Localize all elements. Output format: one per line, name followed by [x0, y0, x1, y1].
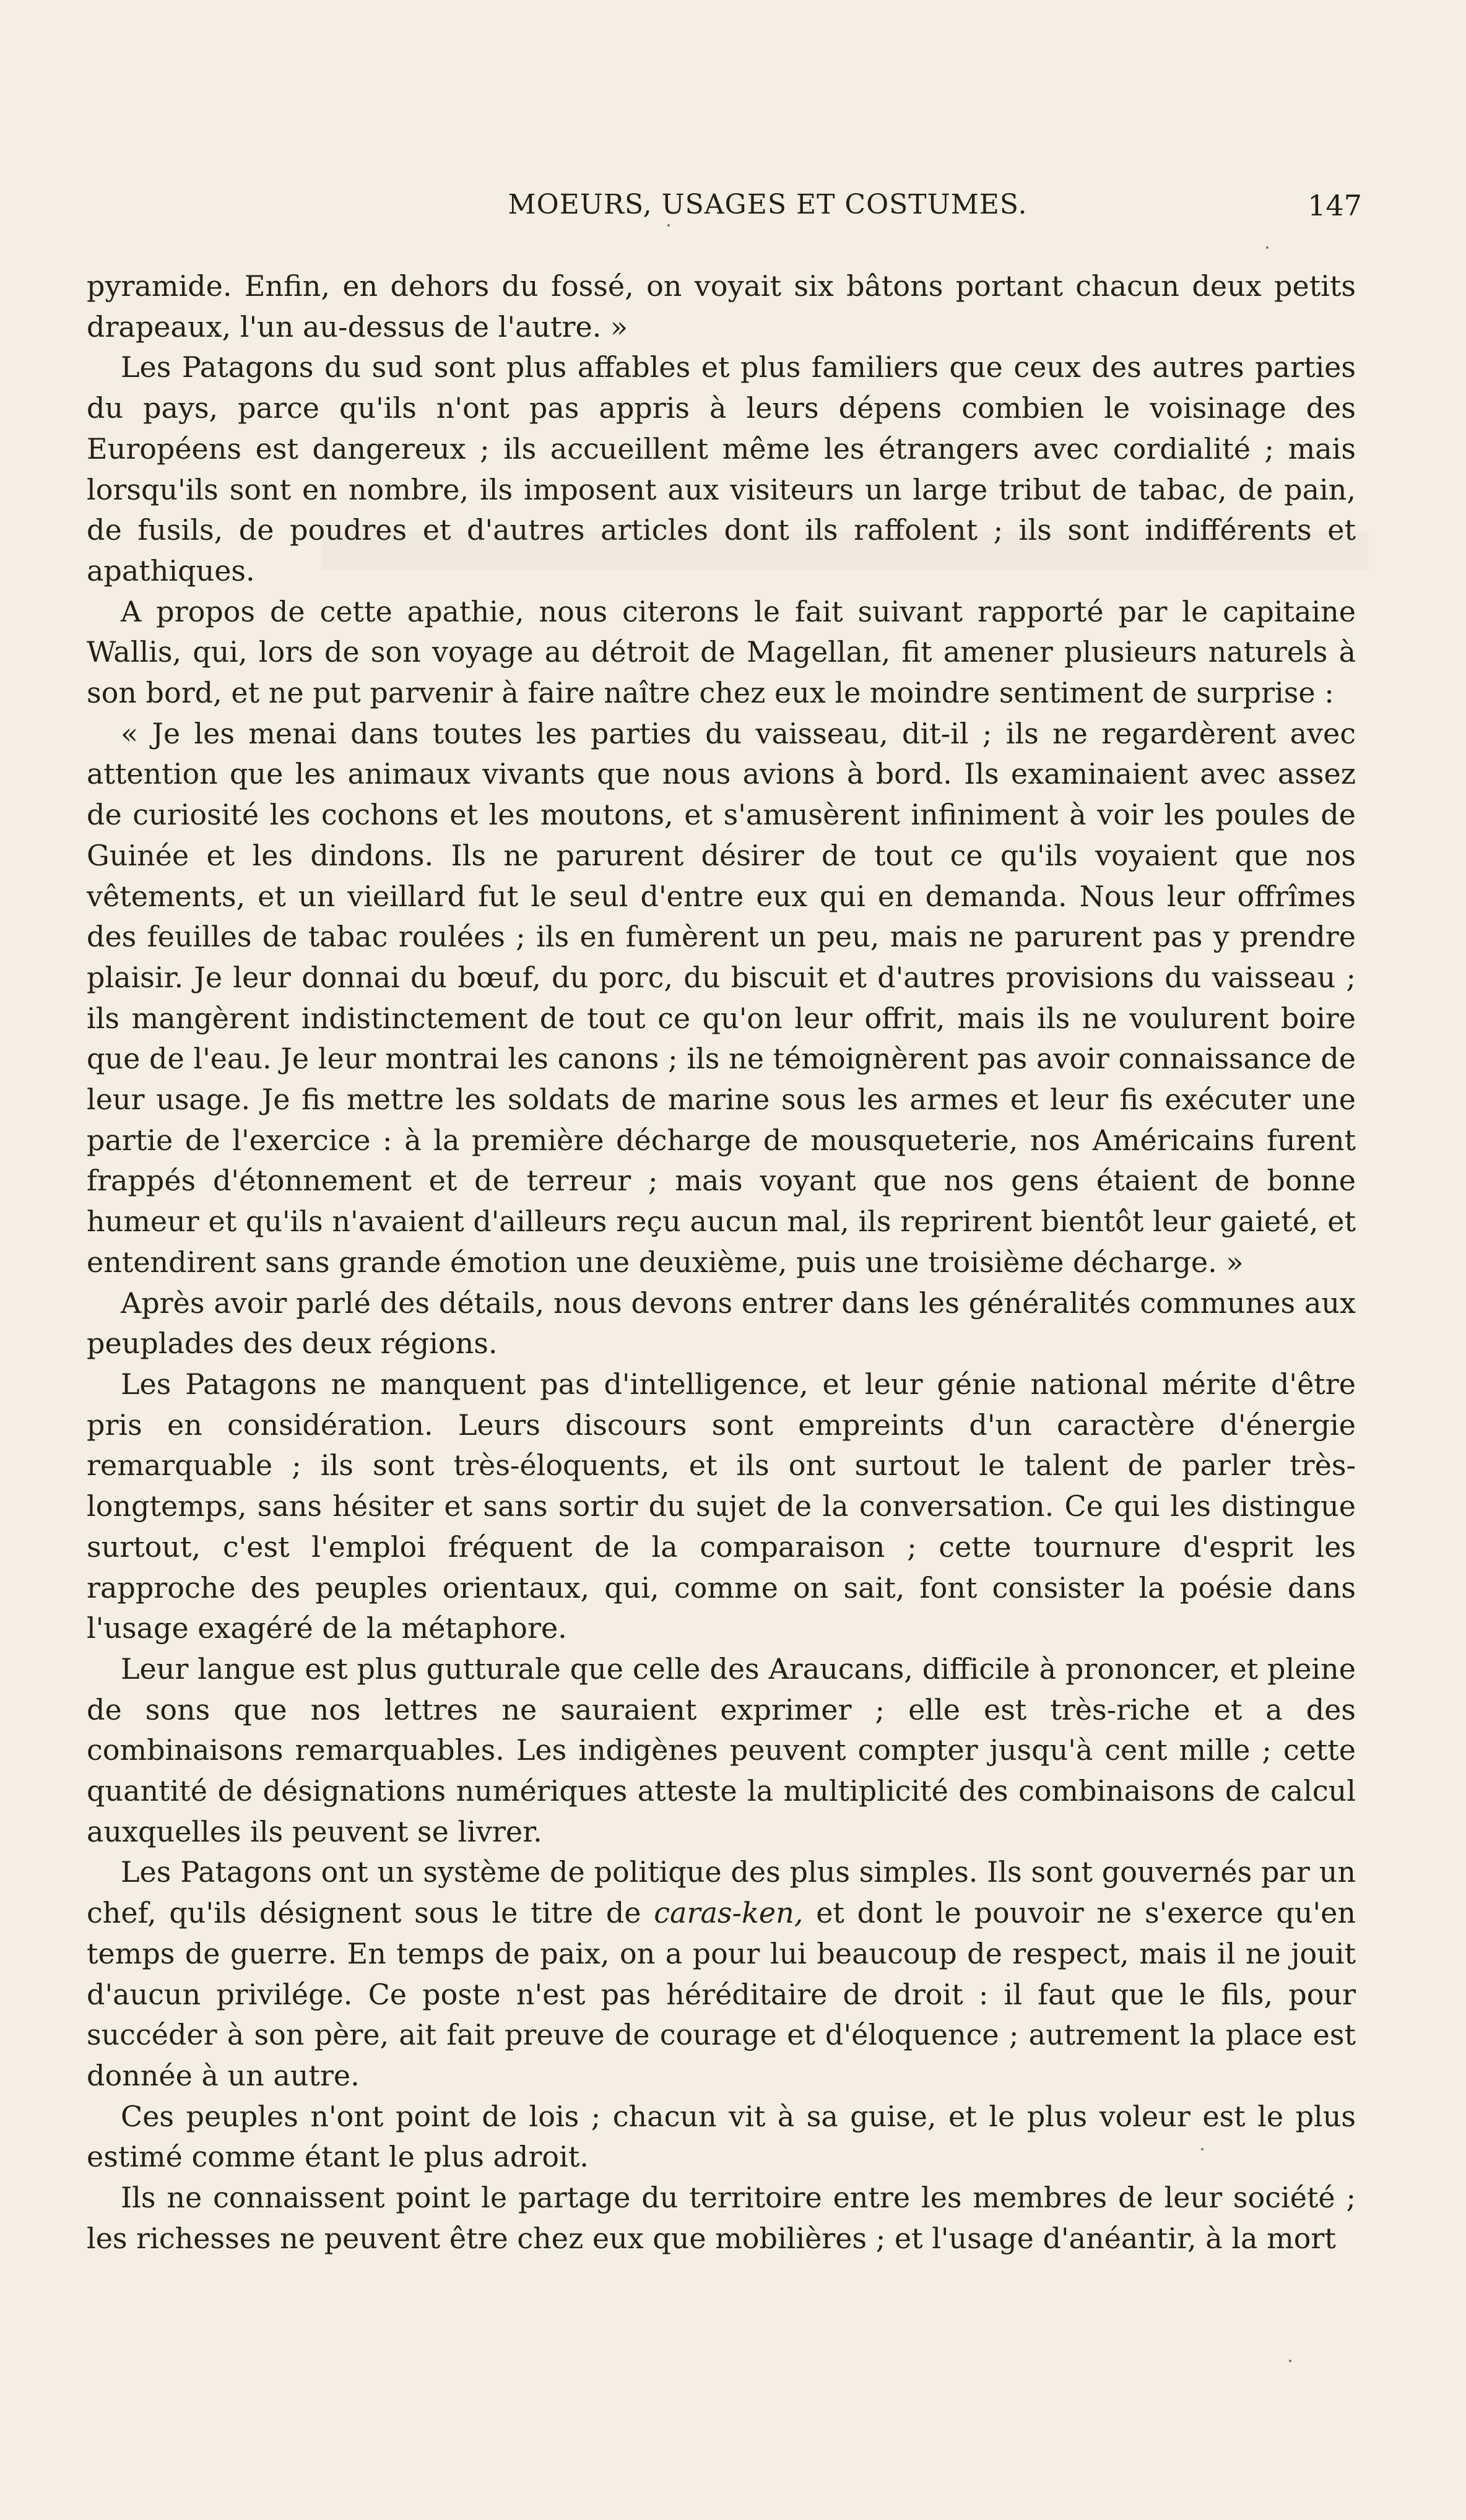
page-header — [87, 189, 1362, 232]
paragraph-8 — [87, 1852, 1356, 2096]
paper-speck — [1289, 2360, 1291, 2362]
body-text — [87, 266, 1356, 2259]
paragraph-5: Après avoir parlé des détails, nous devons entrer dans les généralités communes aux peuplades des deux régions. — [87, 1286, 1356, 1361]
page-number: 147 — [1308, 189, 1362, 222]
paragraph-8-end: et dont le pouvoir ne s'exerce qu'en temps de guerre. En temps de paix, on a pour lui beaucoup de respect, mais il ne jouit d'aucun privilége. Ce poste n'est pas héréditaire de droit : il faut que le fils, pour succéder à son père, ait fait preuve de courage et d'éloquence ; autrement la place est donnée à un autre. — [87, 1896, 1356, 2092]
paper-speck — [1266, 246, 1269, 249]
paragraph-4-quote: « Je les menai dans toutes les parties du vaisseau, dit-il ; ils ne regardèrent avec attention que les animaux vivants que nous avions à bord. Ils examinaient avec assez de curiosité les cochons et les moutons, et s'amusèrent infiniment à voir les poules de Guinée et les dindons. Ils ne parurent désirer de tout ce qu'ils voyaient que nos vêtements, et un vieillard fut le seul d'entre eux qui en demanda. Nous leur offrîmes des feuilles de tabac roulées ; ils en fumèrent un peu, mais ne parurent pas y prendre plaisir. Je leur donnai du bœuf, du porc, du biscuit et d'autres provisions du vaisseau ; ils mangèrent indistinctement de tout ce qu'on leur offrit, mais ils ne voulurent boire que de l'eau. Je leur montrai les canons ; ils ne témoignèrent pas avoir connaissance de leur usage. Je fis mettre les soldats de marine sous les armes et leur fis exécuter une partie de l'exercice : à la première décharge de mousqueterie, nos Américains furent frappés d'étonnement et de terreur ; mais voyant que nos gens étaient de bonne humeur et qu'ils n'avaient d'ailleurs reçu aucun mal, ils reprirent bientôt leur gaieté, et entendirent sans grande émotion une deuxième, puis une troisième décharge. » — [87, 716, 1356, 1279]
paragraph-2: Les Patagons du sud sont plus affables et plus familiers que ceux des autres parties du pays, parce qu'ils n'ont pas appris à leurs dépens combien le voisinage des Européens est dangereux ; ils accueillent même les étrangers avec cordialité ; mais lorsqu'ils sont en nombre, ils imposent aux visiteurs un large tribut de tabac, de pain, de fusils, de poudres et d'autres articles dont ils raffolent ; ils sont indifférents et apathiques. — [87, 350, 1356, 587]
paragraph-10: Ils ne connaissent point le partage du territoire entre les membres de leur société ; les richesses ne peuvent être chez eux que mobilières ; et l'usage d'anéantir, à la mort — [87, 2181, 1356, 2255]
running-title: MOEURS, USAGES ET COSTUMES. — [508, 189, 1028, 220]
paragraph-8-start: Les Patagons ont un système de politique des plus simples. Ils sont gouvernés par un chef, qu'ils désignent sous le titre de — [87, 1855, 1356, 1930]
paper-speck — [667, 224, 670, 227]
paragraph-1: pyramide. Enfin, en dehors du fossé, on voyait six bâtons portant chacun deux petits drapeaux, l'un au-dessus de l'autre. » — [87, 269, 1356, 344]
title-term: caras-ken, — [654, 1896, 804, 1930]
paragraph-9: Ces peuples n'ont point de lois ; chacun vit à sa guise, et le plus voleur est le plus estimé comme étant le plus adroit. — [87, 2099, 1356, 2174]
paragraph-7: Leur langue est plus gutturale que celle des Araucans, difficile à prononcer, et pleine de sons que nos lettres ne sauraient exprimer ; elle est très-riche et a des combinaisons remarquables. Les indigènes peuvent compter jusqu'à cent mille ; cette quantité de désignations numériques atteste la multiplicité des combinaisons de calcul auxquelles ils peuvent se livrer. — [87, 1652, 1356, 1848]
paragraph-3: A propos de cette apathie, nous citerons le fait suivant rapporté par le capitaine Wallis, qui, lors de son voyage au détroit de Magellan, fit amener plusieurs naturels à son bord, et ne put parvenir à faire naître chez eux le moindre sentiment de surprise : — [87, 594, 1356, 710]
paragraph-6: Les Patagons ne manquent pas d'intelligence, et leur génie national mérite d'être pris en considération. Leurs discours sont empreints d'un caractère d'énergie remarquable ; ils sont très-éloquents, et ils ont surtout le talent de parler très-longtemps, sans hésiter et sans sortir du sujet de la conversation. Ce qui les distingue surtout, c'est l'emploi fréquent de la comparaison ; cette tournure d'esprit les rapproche des peuples orientaux, qui, comme on sait, font consister la poésie dans l'usage exagéré de la métaphore. — [87, 1367, 1356, 1645]
paper-speck — [1201, 2148, 1204, 2150]
